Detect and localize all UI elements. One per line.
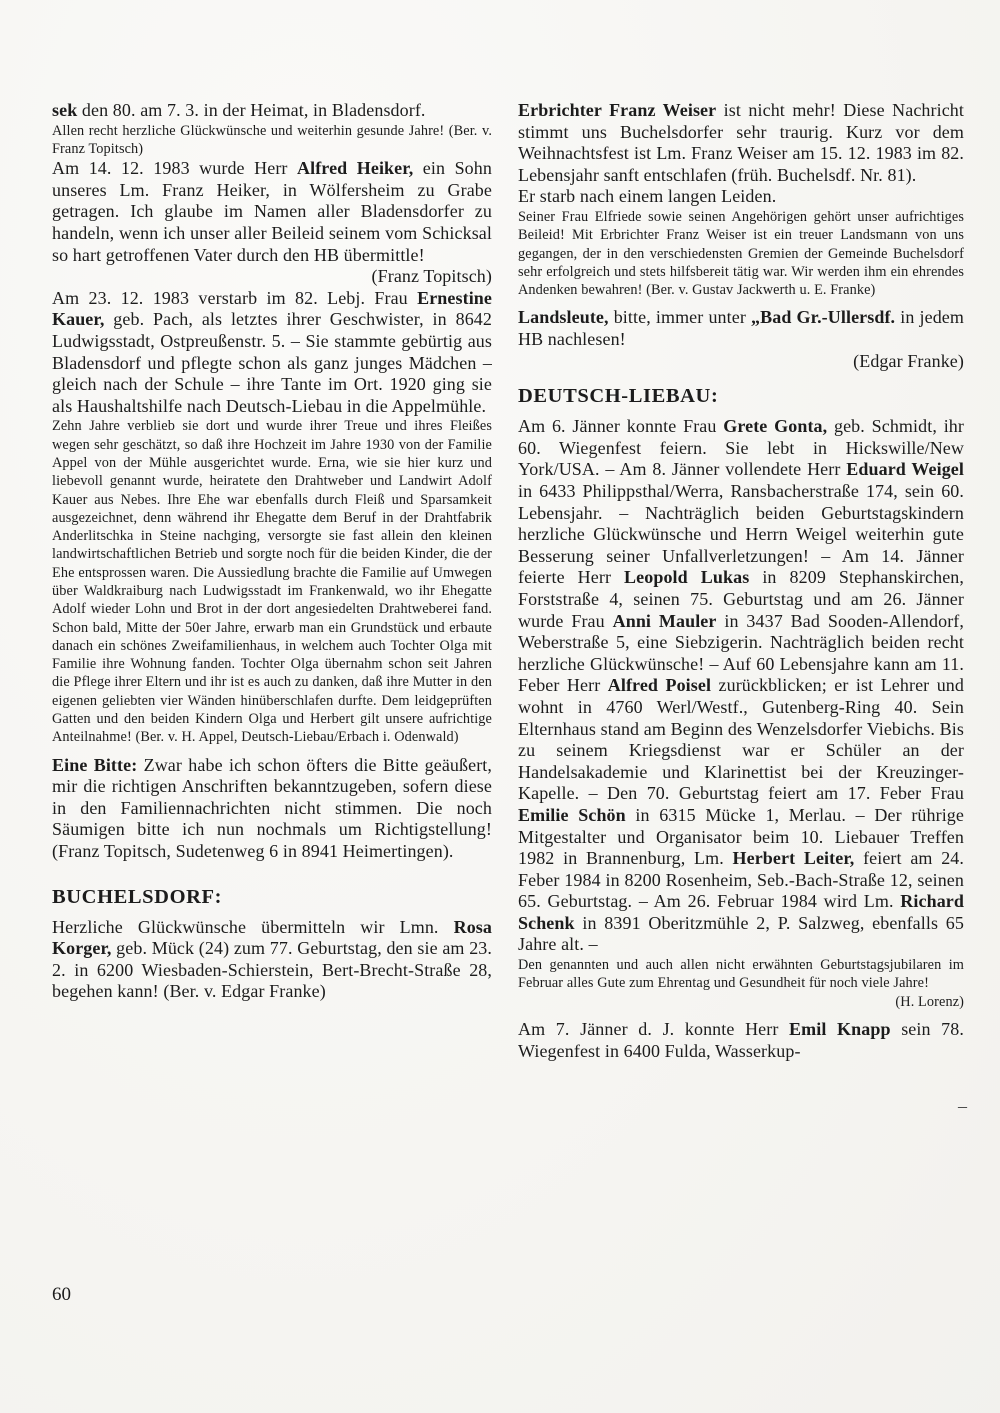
- text-run: bitte, immer unter: [608, 307, 752, 328]
- bold-text-run: Grete Gonta,: [723, 416, 828, 437]
- bold-text-run: „Bad Gr.-Ullersdf.: [751, 307, 896, 328]
- paragraph: [518, 351, 964, 373]
- text-run: in 8209 Stephanskirchen, Forststraße 4, seinen 75. Geburtstag und am 26. Jänner wurde Frau: [518, 567, 964, 631]
- text-run: feiert am 24. Feber 1984 in 8200 Rosenheim, Seb.-Bach-Straße 12, seinen 65. Geburtstag. – Am 26. Februar 1984 wird Lm.: [518, 848, 964, 912]
- text-run: (Franz Topitsch): [371, 266, 492, 287]
- text-run: Herzliche Glückwünsche übermitteln wir Lmn.: [52, 916, 454, 937]
- bold-text-run: Rosa Korger,: [52, 916, 492, 959]
- bold-text-run: Eduard Weigel: [846, 459, 964, 480]
- paragraph: [518, 993, 964, 1011]
- paragraph: [52, 755, 492, 863]
- text-run: geb. Mück (24) zum 77. Geburtstag, den sie am 23. 2. in 6200 Wiesbaden-Schierstein, Bert-Brecht-Straße 28, begehen kann! (Ber. v. Edgar Franke): [52, 938, 492, 1002]
- paragraph: [518, 100, 964, 186]
- bold-text-run: Alfred Poisel: [607, 675, 712, 696]
- bold-text-run: Landsleute,: [518, 307, 609, 328]
- margin-annotation-dash: –: [958, 1096, 967, 1116]
- text-run: geb. Schmidt, ihr 60. Wiegenfest feiern. Sie lebt in Hickswille/New York/USA. – Am 8. Jänner vollendete Herr: [518, 416, 964, 480]
- text-run: in 8391 Oberitzmühle 2, P. Salzweg, ebenfalls 65 Jahre alt. –: [518, 912, 964, 955]
- page-number: 60: [52, 1284, 71, 1305]
- bold-text-run: Leopold Lukas: [624, 567, 750, 588]
- section-heading: [518, 384, 964, 408]
- paragraph: [52, 100, 492, 122]
- text-run: Am 7. Jänner d. J. konnte Herr: [518, 1018, 790, 1039]
- text-run: Er starb nach einem langen Leiden.: [518, 186, 777, 207]
- text-run: in 6433 Philippsthal/Werra, Ransbacherstraße 174, sein 60. Lebensjahr. – Nachträglich beiden Geburtstagskindern herzliche Glückwünsche und Herrn Weigel weiterhin gute Besserung seiner Unfallverletzungen! – Am 14. Jänner feierte Herr: [518, 481, 964, 588]
- text-run: geb. Pach, als letztes ihrer Geschwister, in 8642 Ludwigsstadt, Ostpreußenstr. 5. – Sie stammte gebürtig aus Bladensdorf und pflegte schon als ganz junges Mädchen – gleich nach der Schule – ihre Tante im Ort. 1920 ging sie als Haushaltshilfe nach Deutsch-Liebau in die Appelmühle.: [52, 309, 492, 416]
- text-run: Zwar habe ich schon öfters die Bitte geäußert, mir die richtigen Anschriften bekanntzugeben, sofern diese in den Familiennachrichten nicht stimmen. Die noch Säumigen bitte ich nun nochmals um Richtigstellung! (Franz Topitsch, Sudetenweg 6 in 8941 Heimertingen).: [52, 754, 492, 862]
- text-run: ist nicht mehr! Diese Nachricht stimmt uns Buchelsdorfer sehr traurig. Kurz vor dem Weihnachtsfest ist Lm. Franz Weiser am 15. 12. 1983 im 82. Lebensjahr sanft entschlafen (früh. Buchelsdf. Nr. 81).: [518, 100, 965, 185]
- bold-text-run: Richard Schenk: [518, 891, 964, 933]
- paragraph: [52, 122, 492, 159]
- bold-text-run: BUCHELSDORF:: [52, 885, 223, 908]
- paragraph: [518, 956, 964, 993]
- text-run: Den genannten und auch allen nicht erwähnten Geburtstagsjubilaren im Februar alles Gute zum Ehrentag und Gesundheit für noch viele Jahre!: [518, 957, 964, 992]
- bold-text-run: Herbert Leiter,: [732, 848, 855, 869]
- bold-text-run: Emilie Schön: [518, 804, 626, 825]
- bold-text-run: Alfred Heiker,: [297, 158, 414, 179]
- paragraph: [518, 1019, 964, 1062]
- bold-text-run: Eine Bitte:: [52, 754, 138, 775]
- text-run: Am 14. 12. 1983 wurde Herr: [52, 158, 298, 179]
- paragraph: [52, 417, 492, 746]
- paragraph: [518, 307, 964, 350]
- text-run: in 6315 Mücke 1, Merlau. – Der rührige Mitgestalter und Organisator beim 10. Liebauer Treffen 1982 in Brannenburg, Lm.: [518, 804, 964, 869]
- bold-text-run: Anni Mauler: [612, 610, 717, 631]
- bold-text-run: Ernestine Kauer,: [52, 287, 492, 330]
- paragraph: [52, 158, 492, 288]
- text-run: (H. Lorenz): [895, 993, 964, 1010]
- bold-text-run: Emil Knapp: [789, 1018, 891, 1039]
- text-run: Am 23. 12. 1983 verstarb im 82. Lebj. Frau: [52, 287, 418, 308]
- paragraph: [52, 917, 492, 1003]
- column-right: [518, 100, 964, 1062]
- bold-text-run: Erbrichter Franz Weiser: [518, 100, 717, 120]
- bold-text-run: sek: [52, 100, 78, 120]
- text-run: den 80. am 7. 3. in der Heimat, in Bladensdorf.: [77, 100, 426, 120]
- text-run: in jedem HB nachlesen!: [518, 307, 965, 350]
- text-run: Am 6. Jänner konnte Frau: [518, 416, 724, 437]
- text-run: zurückblicken; er ist Lehrer und wohnt in 4760 Werl/Westf., Gutenberg-Ring 40. Sein Elternhaus stand am Beginn des Wenzelsdorfer Viebichs. Bis zu seinem Kriegsdienst war er Schüler an der Handelsakademie und Klarinettist bei der Kreuzinger-Kapelle. – Den 70. Geburtstag feiert am 17. Feber Frau: [518, 675, 964, 804]
- paragraph: [518, 208, 964, 299]
- paragraph: [52, 288, 492, 418]
- paragraph: [518, 416, 964, 956]
- text-run: sein 78. Wiegenfest in 6400 Fulda, Wasserkup-: [518, 1018, 964, 1061]
- text-run: ein Sohn unseres Lm. Franz Heiker, in Wölfersheim zu Grabe getragen. Ich glaube im Namen aller Bladensdorfer zu handeln, wenn ich unser aller Beileid seinem vom Schicksal so hart getroffenen Vater durch den HB übermittle!: [52, 158, 492, 265]
- text-run: (Edgar Franke): [853, 350, 964, 371]
- text-run: in 3437 Bad Sooden-Allendorf, Weberstraße 5, eine Siebzigerin. Nachträglich beiden recht herzliche Glückwünsche! – Auf 60 Lebensjahre kann am 11. Feber Herr: [518, 610, 965, 696]
- section-heading: [52, 885, 492, 909]
- bold-text-run: DEUTSCH-LIEBAU:: [518, 385, 719, 408]
- text-run: Seiner Frau Elfriede sowie seinen Angehörigen gehört unser aufrichtiges Beileid! Mit Erbrichter Franz Weiser ist ein treuer Landsmann von uns gegangen, der in den verschiedensten Gremien der Gemeinde Buchelsdorf sehr erfolgreich und stets hilfsbereit tätig war. Wir werden ihm ein ehrendes Andenken bewahren! (Ber. v. Gustav Jackwerth u. E. Franke): [518, 208, 964, 299]
- paragraph: [518, 186, 964, 208]
- text-run: Zehn Jahre verblieb sie dort und wurde ihrer Treue und ihres Fleißes wegen sehr geschätzt, so daß ihre Hochzeit im Jahre 1930 von der Familie Appel von der Mühle ausgerichtet wurde. Erna, wie sie hier kurz und liebevoll genannt wurde, heiratete den Drahtweber und Landwirt Adolf Kauer aus Nebes. Ihre Ehe war ebenfalls durch Fleiß und Sparsamkeit ausgezeichnet, denn während ihr Ehegatte dem Beruf in der Drahtfabrik Anderlitschka in Steine nachging, versorgte sie fast allein den kleinen landwirtschaftlichen Betrieb und sorgte noch für die beiden Kinder, die der Ehe entsprossen waren. Die Aussiedlung brachte die Familie auf Umwegen über Waldkraiburg nach Ludwigsstadt im Frankenwald, wo ihr Ehegatte Adolf wieder Lohn und Brot in der dort angesiedelten Drahtweberei fand. Schon bald, Mitte der 50er Jahre, erwarb man ein Grundstück und erbaute danach ein schönes Zweifamilienhaus, in welchem auch Tochter Olga mit Familie ihre Wohnung fanden. Tochter Olga übernahm schon seit Jahren die Pflege ihrer Eltern und ihr ist es auch zu danken, daß ihre Mutter in den eigenen geliebten vier Wänden hinüberschlafen durfte. Dem leidgeprüften Gatten und den beiden Kindern Olga und Herbert gilt unsere aufrichtige Anteilnahme! (Ber. v. H. Appel, Deutsch-Liebau/Erbach i. Odenwald): [52, 418, 492, 746]
- column-left: [52, 100, 492, 1003]
- text-run: Allen recht herzliche Glückwünsche und weiterhin gesunde Jahre! (Ber. v. Franz Topitsch): [52, 122, 492, 157]
